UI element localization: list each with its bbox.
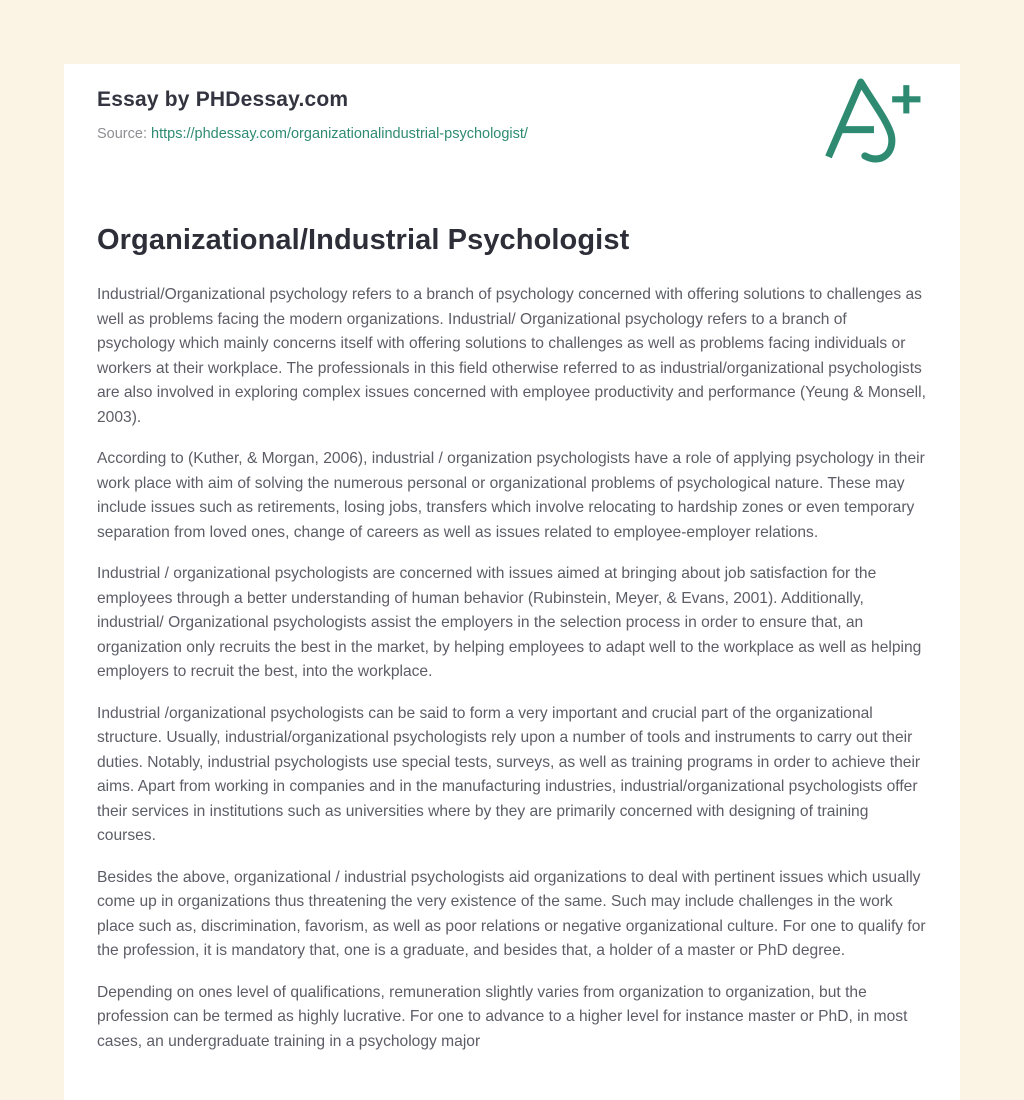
source-line [97, 126, 927, 142]
source-url-link[interactable]: https://phdessay.com/organizationalindustrial-psychologist/ [151, 126, 528, 142]
source-label: Source: [97, 126, 147, 142]
paragraph: Industrial / organizational psychologists are concerned with issues aimed at bringing about job satisfaction for the employees through a better understanding of human behavior (Rubinstein, Meyer, & Evans, 2001). Additionally, industrial/ Organizational psychologists assist the employers in the selection process in order to ensure that, an organization only recruits the best in the market, by helping employees to adapt well to the workplace as well as helping employers to recruit the best, into the workplace. [97, 565, 922, 680]
paragraph: Besides the above, organizational / industrial psychologists aid organizations to deal with pertinent issues which usually come up in organizations thus threatening the very existence of the same. Such may include challenges in the work place such as, discrimination, favorism, as well as poor relations or negative organizational culture. For one to qualify for the profession, it is mandatory that, one is a graduate, and besides that, a holder of a master or PhD degree. [97, 868, 926, 959]
paragraph: Industrial /organizational psychologists can be said to form a very important and crucial part of the organizational structure. Usually, industrial/organizational psychologists rely upon a number of tools and instruments to carry out their duties. Notably, industrial psychologists use special tests, surveys, as well as training programs in order to achieve their aims. Apart from working in companies and in the manufacturing industries, industrial/organizational psychologists offer their services in institutions such as universities where by they are primarily concerned with designing of training courses. [97, 704, 921, 844]
page-title: Organizational/Industrial Psychologist [97, 224, 630, 256]
paragraph: According to (Kuther, & Morgan, 2006), industrial / organization psychologists have a role of applying psychology in their work place with aim of solving the numerous personal or organizational problems of psychological nature. These may include issues such as retirements, losing jobs, transfers which involve relocating to hardship zones or even temporary separation from loved ones, change of careers as well as issues related to employee-employer relations. [97, 450, 925, 541]
essay-byline: Essay by PHDessay.com [97, 88, 349, 111]
paragraph: Depending on ones level of qualifications, remuneration slightly varies from organization to organization, but the profession can be termed as highly lucrative. For one to advance to a higher level for instance master or PhD, in most cases, an undergraduate training in a psychology major [97, 983, 908, 1050]
article-body [97, 283, 927, 1054]
phdessay-a-plus-logo [820, 72, 932, 168]
paragraph: Industrial/Organizational psychology refers to a branch of psychology concerned with offering solutions to challenges as well as problems facing the modern organizations. Industrial/ Organizational psychology refers to a branch of psychology which mainly concerns itself with offering solutions to challenges as well as problems facing individuals or workers at their workplace. The professionals in this field otherwise referred to as industrial/organizational psychologists are also involved in exploring complex issues concerned with employee productivity and performance (Yeung & Monsell, 2003). [97, 286, 926, 426]
essay-card [64, 64, 960, 1100]
